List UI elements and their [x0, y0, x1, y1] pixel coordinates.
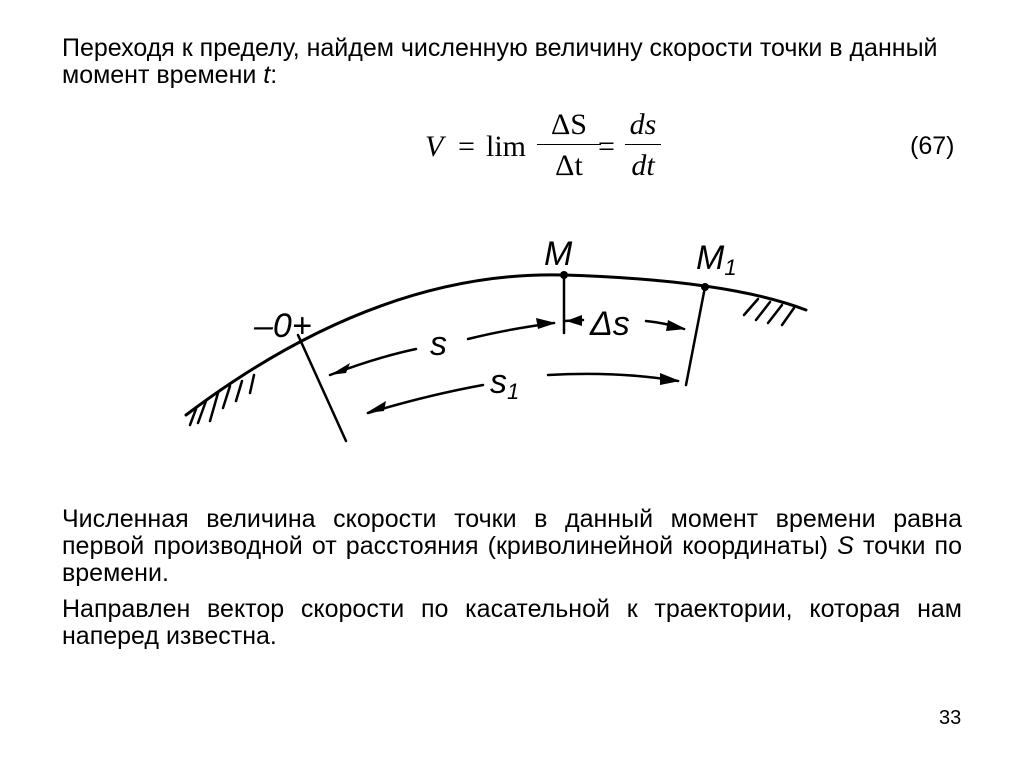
fraction-derivative-numerator: ds — [629, 108, 657, 141]
formula-equals-2: = — [598, 130, 615, 163]
formula-equals-1: = — [458, 130, 475, 163]
s-arrowhead-right — [536, 318, 556, 329]
point-m1-label-sub: 1 — [724, 255, 737, 280]
origin-line — [298, 335, 346, 441]
distance-s1-label-sub: 1 — [507, 379, 520, 404]
coordinate-variable: S — [837, 532, 854, 560]
s1-arrow-right — [548, 374, 678, 381]
velocity-formula — [425, 108, 665, 193]
distance-s1-label-main: s — [490, 363, 507, 401]
origin-label: –0+ — [254, 307, 312, 345]
distance-s-label: s — [430, 325, 447, 363]
point-m-label: M — [544, 235, 573, 273]
formula-lhs: V — [425, 130, 444, 163]
s1-arrow-left — [368, 385, 483, 413]
equation-number: (67) — [910, 132, 955, 160]
conclusion-paragraph — [62, 506, 962, 587]
conclusion-text: Численная величина скорости точки в данный момент времени равна первой производной от расстояния (криволинейной координаты) — [62, 505, 962, 560]
intro-tail: : — [270, 61, 278, 89]
point-m1-marker — [701, 283, 709, 291]
s-arrowhead-left — [330, 363, 350, 375]
s1-arrowhead-left — [366, 401, 386, 413]
intro-text: Переходя к пределу, найдем численную величину скорости точки в данный момент времени — [62, 34, 938, 89]
conclusion-tail: точки по времени. — [62, 532, 962, 587]
intro-paragraph — [62, 35, 962, 89]
formula-fraction-delta — [537, 108, 601, 183]
fraction-delta-numerator: ΔS — [551, 108, 587, 141]
trajectory-diagram — [178, 225, 818, 455]
distance-ds-label: Δs — [590, 305, 630, 343]
ground-hatching-left — [190, 375, 254, 425]
point-m1-label-main: M — [696, 239, 725, 277]
fraction-delta-bar — [537, 144, 601, 145]
point-m1-label — [696, 239, 737, 280]
formula-limit: lim — [486, 130, 527, 163]
page-number: 33 — [939, 707, 962, 729]
fraction-derivative-denominator: dt — [631, 149, 655, 182]
time-variable: t — [263, 61, 271, 89]
point-m1-line — [686, 287, 705, 385]
direction-paragraph: Направлен вектор скорости по касательной к траектории, которая нам наперед известна. — [62, 595, 962, 650]
fraction-derivative-bar — [625, 144, 661, 145]
s1-arrowhead-right — [660, 373, 680, 385]
formula-fraction-derivative — [625, 108, 661, 183]
ds-arrowhead-left — [566, 315, 582, 326]
fraction-delta-denominator: Δt — [555, 149, 583, 182]
distance-s1-label — [490, 363, 519, 404]
